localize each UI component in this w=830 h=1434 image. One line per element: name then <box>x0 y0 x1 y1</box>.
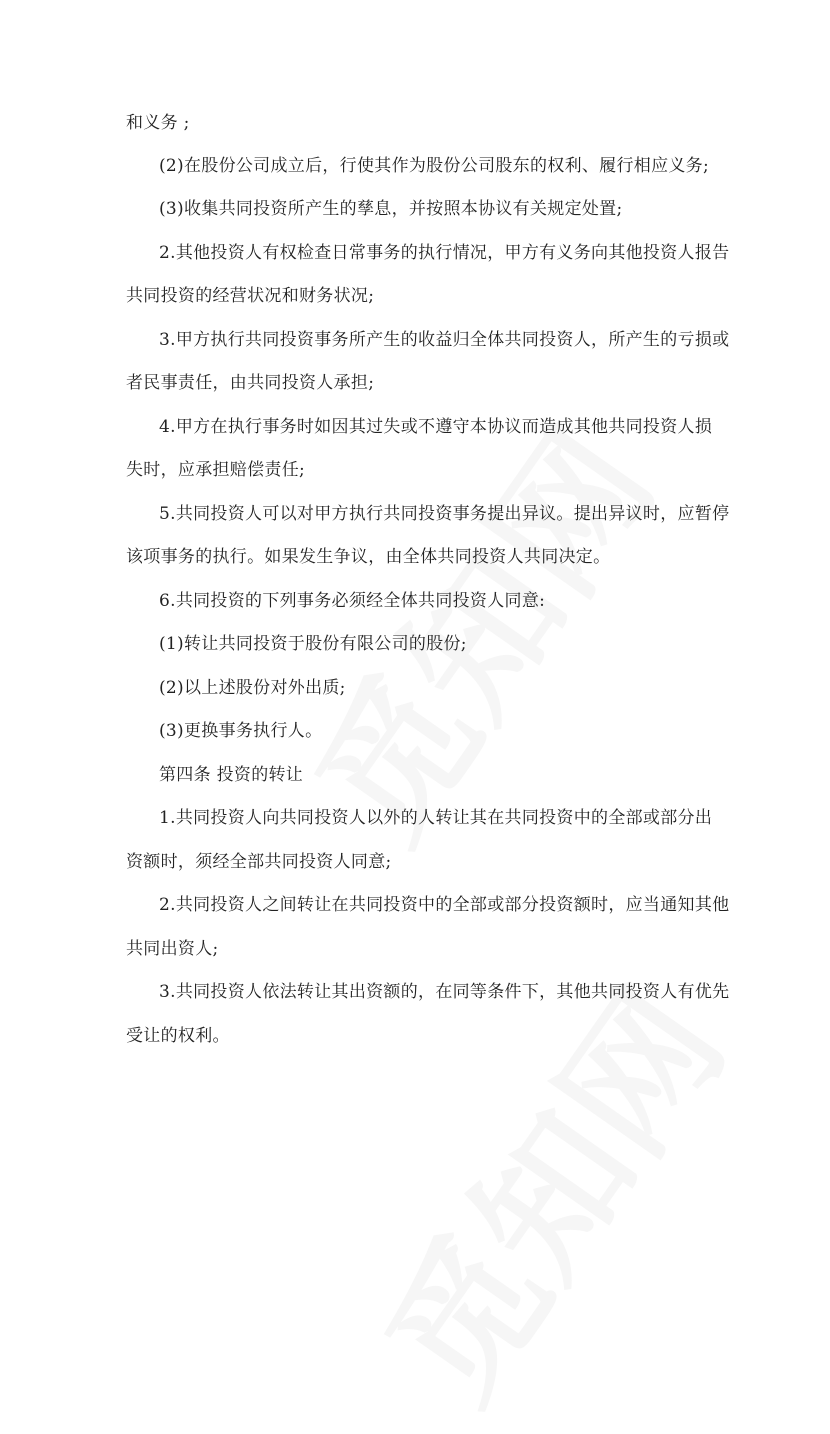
text-line: (2)在股份公司成立后，行使其作为股份公司股东的权利、履行相应义务; <box>159 156 710 176</box>
text-line: 共同出资人; <box>126 939 219 959</box>
text-line: 受让的权利。 <box>126 1026 230 1046</box>
text-line: 1.共同投资人向共同投资人以外的人转让其在共同投资中的全部或部分出 <box>159 808 713 828</box>
text-line: (2)以上述股份对外出质; <box>159 678 346 698</box>
text-line: 失时，应承担赔偿责任; <box>126 460 306 480</box>
text-line: 2.共同投资人之间转让在共同投资中的全部或部分投资额时，应当通知其他 <box>159 895 730 915</box>
text-line: 和义务 ; <box>126 113 190 133</box>
watermark <box>257 382 692 875</box>
text-line: 3.甲方执行共同投资事务所产生的收益归全体共同投资人，所产生的亏损或 <box>159 330 730 350</box>
text-line: (3)更换事务执行人。 <box>159 721 323 741</box>
section-heading: 第四条 投资的转让 <box>159 765 304 785</box>
text-line: 5.共同投资人可以对甲方执行共同投资事务提出异议。提出异议时，应暂停 <box>159 504 730 524</box>
text-line: 资额时，须经全部共同投资人同意; <box>126 852 392 872</box>
text-line: 2.其他投资人有权检查日常事务的执行情况，甲方有义务向其他投资人报告 <box>159 243 730 263</box>
text-line: (1)转让共同投资于股份有限公司的股份; <box>159 634 467 654</box>
text-line: 4.甲方在执行事务时如因其过失或不遵守本协议而造成其他共同投资人损 <box>159 417 713 437</box>
text-line: 3.共同投资人依法转让其出资额的，在同等条件下，其他共同投资人有优先 <box>159 982 730 1002</box>
text-line: 者民事责任，由共同投资人承担; <box>126 373 375 393</box>
text-line: 6.共同投资的下列事务必须经全体共同投资人同意: <box>159 591 546 611</box>
text-line: 共同投资的经营状况和财务状况; <box>126 286 375 306</box>
text-line: 该项事务的执行。如果发生争议，由全体共同投资人共同决定。 <box>126 547 611 567</box>
text-line: (3)收集共同投资所产生的孳息，并按照本协议有关规定处置; <box>159 199 623 219</box>
watermark <box>327 942 762 1434</box>
